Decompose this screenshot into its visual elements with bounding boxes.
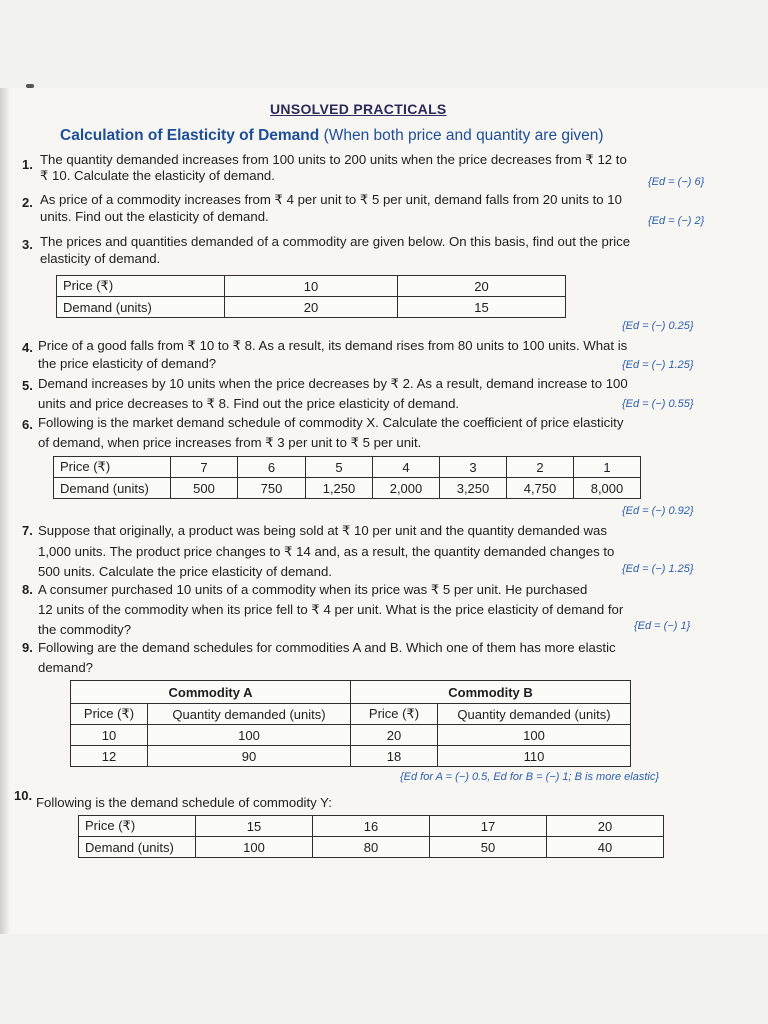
question-text: Following is the market demand schedule of commodity X. Calculate the coefficient of price elasticity xyxy=(38,415,624,430)
question-text: Demand increases by 10 units when the price decreases by ₹ 2. As a result, demand increase to 100 xyxy=(38,376,628,391)
question-text: of demand, when price increases from ₹ 3 per unit to ₹ 5 per unit. xyxy=(38,435,422,450)
question-number: 4. xyxy=(22,340,33,355)
question-text: The prices and quantities demanded of a commodity are given below. On this basis, find out the price xyxy=(40,234,631,249)
question-text: the price elasticity of demand? xyxy=(38,356,217,371)
table-row-label: Price (₹) xyxy=(79,816,196,837)
question-text: Suppose that originally, a product was being sold at ₹ 10 per unit and the quantity demanded was xyxy=(38,523,607,538)
answer-text: {Ed = (−) 2} xyxy=(648,215,705,227)
question-text: 12 units of the commodity when its price fell to ₹ 4 per unit. What is the price elasticity of demand for xyxy=(38,602,624,617)
table-cell: 16 xyxy=(313,816,430,837)
page-mark xyxy=(26,84,34,88)
answer-text: {Ed = (−) 0.92} xyxy=(622,505,694,517)
table-cell: 750 xyxy=(238,478,306,499)
table-row xyxy=(71,704,631,725)
table-cell: 20 xyxy=(225,297,398,318)
table-row xyxy=(57,276,566,297)
table-cell: 6 xyxy=(238,457,306,478)
question-number: 2. xyxy=(22,195,33,210)
column-header: Quantity demanded (units) xyxy=(148,704,351,725)
table-cell: 1,250 xyxy=(306,478,373,499)
question-number: 1. xyxy=(22,157,33,172)
table-row-label: Demand (units) xyxy=(79,837,196,858)
question-text: 1,000 units. The product price changes to ₹ 14 and, as a result, the quantity demanded changes to xyxy=(38,544,615,559)
demand-table-q6 xyxy=(53,456,641,499)
table-cell: 100 xyxy=(438,725,631,746)
table-cell: 10 xyxy=(225,276,398,297)
question-text: elasticity of demand. xyxy=(40,251,161,266)
table-cell: 10 xyxy=(71,725,148,746)
table-row xyxy=(79,837,664,858)
demand-table-q9 xyxy=(70,680,631,767)
question-number: 5. xyxy=(22,378,33,393)
table-cell: 20 xyxy=(398,276,566,297)
table-row xyxy=(71,681,631,704)
table-cell: 40 xyxy=(547,837,664,858)
question-number: 7. xyxy=(22,523,33,538)
table-cell: 18 xyxy=(351,746,438,767)
table-row-label: Demand (units) xyxy=(54,478,171,499)
question-text: units and price decreases to ₹ 8. Find out the price elasticity of demand. xyxy=(38,396,460,411)
answer-text: {Ed = (−) 1.25} xyxy=(622,563,694,575)
table-cell: 100 xyxy=(196,837,313,858)
question-text: A consumer purchased 10 units of a commodity when its price was ₹ 5 per unit. He purchased xyxy=(38,582,588,597)
table-row xyxy=(71,725,631,746)
table-row xyxy=(54,457,641,478)
table-cell: 4,750 xyxy=(507,478,574,499)
question-number: 9. xyxy=(22,640,33,655)
table-cell: 15 xyxy=(196,816,313,837)
answer-text: {Ed = (−) 1.25} xyxy=(622,359,694,371)
table-cell: 3,250 xyxy=(440,478,507,499)
table-cell: 3 xyxy=(440,457,507,478)
answer-text: {Ed = (−) 6} xyxy=(648,176,705,188)
question-number: 6. xyxy=(22,417,33,432)
table-cell: 80 xyxy=(313,837,430,858)
page-heading: UNSOLVED PRACTICALS xyxy=(270,101,447,117)
column-header: Price (₹) xyxy=(351,704,438,725)
table-cell: 17 xyxy=(430,816,547,837)
demand-table-q10 xyxy=(78,815,664,858)
table-cell: 1 xyxy=(574,457,641,478)
table-cell: 12 xyxy=(71,746,148,767)
page-binding-shadow xyxy=(0,88,10,934)
table-cell: 4 xyxy=(373,457,440,478)
question-text: demand? xyxy=(38,660,93,675)
table-row-label: Price (₹) xyxy=(54,457,171,478)
question-text: Following is the demand schedule of commodity Y: xyxy=(36,795,332,810)
table-cell: 7 xyxy=(171,457,238,478)
column-header: Quantity demanded (units) xyxy=(438,704,631,725)
question-text: ₹ 10. Calculate the elasticity of demand. xyxy=(40,168,275,183)
table-cell: 20 xyxy=(547,816,664,837)
demand-table-q3 xyxy=(56,275,566,318)
commodity-b-header: Commodity B xyxy=(351,681,631,704)
question-number: 3. xyxy=(22,237,33,252)
section-title xyxy=(60,127,604,145)
table-row xyxy=(57,297,566,318)
question-number: 10. xyxy=(14,788,33,803)
question-number: 8. xyxy=(22,582,33,597)
commodity-a-header: Commodity A xyxy=(71,681,351,704)
table-row-label: Price (₹) xyxy=(57,276,225,297)
table-cell: 90 xyxy=(148,746,351,767)
table-cell: 20 xyxy=(351,725,438,746)
table-row xyxy=(79,816,664,837)
table-cell: 8,000 xyxy=(574,478,641,499)
table-cell: 5 xyxy=(306,457,373,478)
table-cell: 2 xyxy=(507,457,574,478)
table-cell: 100 xyxy=(148,725,351,746)
table-row-label: Demand (units) xyxy=(57,297,225,318)
table-cell: 110 xyxy=(438,746,631,767)
question-text: The quantity demanded increases from 100 units to 200 units when the price decreases from ₹ 12 to xyxy=(40,152,627,167)
question-text: 500 units. Calculate the price elasticity of demand. xyxy=(38,564,332,579)
section-title-main: Calculation of Elasticity of Demand xyxy=(60,127,320,144)
table-cell: 15 xyxy=(398,297,566,318)
table-cell: 2,000 xyxy=(373,478,440,499)
answer-text: {Ed for A = (−) 0.5, Ed for B = (−) 1; B is more elastic} xyxy=(400,771,660,783)
table-cell: 500 xyxy=(171,478,238,499)
answer-text: {Ed = (−) 1} xyxy=(634,620,691,632)
table-cell: 50 xyxy=(430,837,547,858)
question-text: As price of a commodity increases from ₹ 4 per unit to ₹ 5 per unit, demand falls from 20 units to 10 xyxy=(40,192,622,207)
question-text: the commodity? xyxy=(38,622,132,637)
table-row xyxy=(54,478,641,499)
section-title-sub: (When both price and quantity are given) xyxy=(323,127,604,144)
question-text: units. Find out the elasticity of demand. xyxy=(40,209,269,224)
answer-text: {Ed = (−) 0.55} xyxy=(622,398,694,410)
question-text: Following are the demand schedules for commodities A and B. Which one of them has more elastic xyxy=(38,640,616,655)
question-text: Price of a good falls from ₹ 10 to ₹ 8. As a result, its demand rises from 80 units to 100 units. What is xyxy=(38,338,628,353)
column-header: Price (₹) xyxy=(71,704,148,725)
table-row xyxy=(71,746,631,767)
answer-text: {Ed = (−) 0.25} xyxy=(622,320,694,332)
